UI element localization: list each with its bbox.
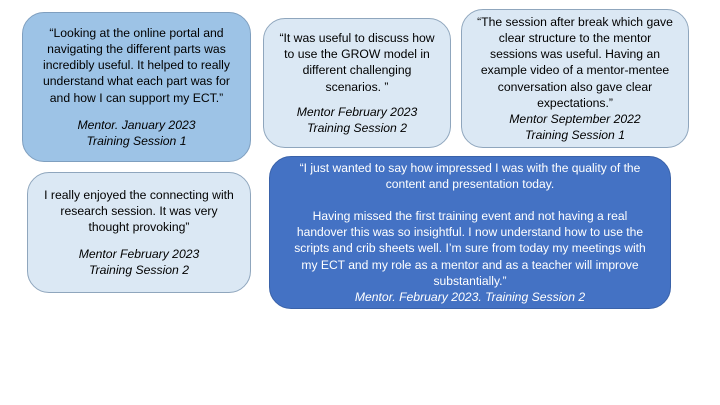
testimonial-attribution: Mentor February 2023 Training Session 2 <box>78 246 200 277</box>
testimonial-card-research-session <box>27 172 251 293</box>
testimonial-quote: I really enjoyed the connecting with research session. It was very thought provoking” <box>44 187 234 235</box>
testimonial-quote: “It was useful to discuss how to use the GROW model in different challenging scenarios. ” <box>279 30 435 94</box>
testimonial-attribution: Mentor February 2023 Training Session 2 <box>296 104 418 135</box>
testimonial-quote: “The session after break which gave clear structure to the mentor sessions was useful. Having an example video of a mentor-mentee conversation also gave clear expectations.” <box>477 14 673 110</box>
testimonial-quote: “I just wanted to say how impressed I was with the quality of the content and presentation today. Having missed the first training event and not having a real handover this was so insightful. I now understand how to use the scripts and crib sheets well. I’m sure from today my meetings with my ECT and my role as a mentor and as a teacher will improve substantially.” <box>294 161 646 288</box>
testimonial-card-online-portal <box>22 12 251 162</box>
testimonial-attribution: Mentor. January 2023 Training Session 1 <box>77 117 196 149</box>
testimonial-attribution: Mentor. February 2023. Training Session 2 <box>354 289 586 304</box>
testimonial-attribution: Mentor September 2022 Training Session 1 <box>509 111 641 143</box>
testimonial-card-grow-model <box>263 18 451 148</box>
testimonial-card-presentation-quality <box>269 156 671 309</box>
testimonial-quote: “Looking at the online portal and navigating the different parts was incredibly useful. It helped to really understand what each part was for and how I can support my ECT.” <box>43 25 230 105</box>
testimonial-card-session-after-break <box>461 9 689 148</box>
